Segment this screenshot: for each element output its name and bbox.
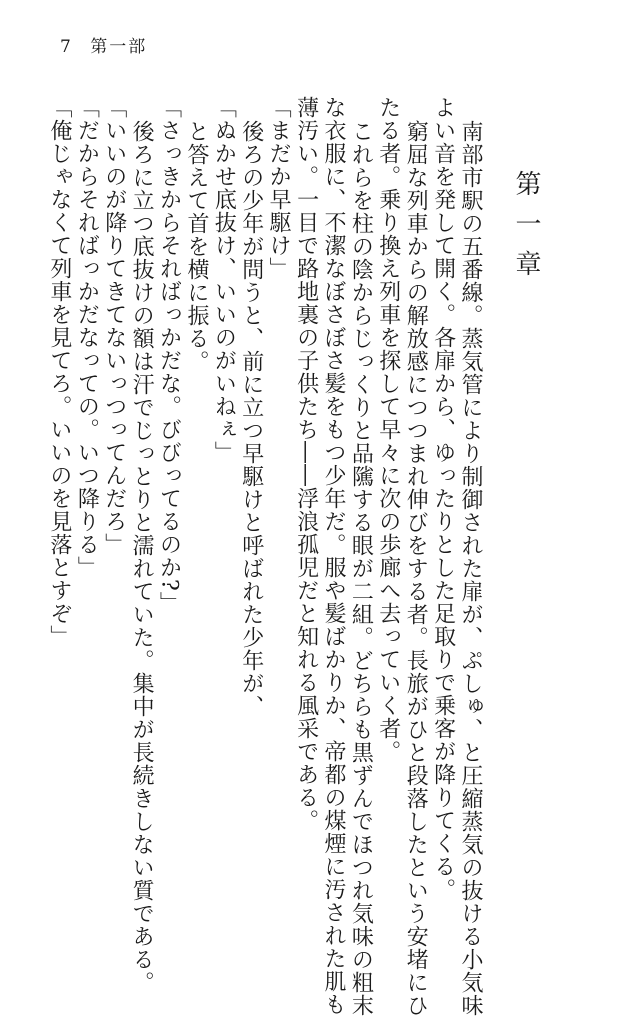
dialogue-line: 「さっきからそればっかだな。びびってるのか?」	[156, 96, 182, 615]
dialogue-line: 「俺じゃなくて列車を見てろ。いいのを見落とすぞ」	[46, 96, 72, 648]
text-line: 後ろの少年が問うと、前に立つ早駆けと呼ばれた少年が、	[238, 120, 264, 718]
text-line: これらを柱の陰からじっくりと品隲する眼が二組。どちらも黒ずんでほつれ気味の粗末	[348, 120, 374, 1017]
dialogue-line: 「ぬかせ底抜け、いいのがいねぇ」	[211, 96, 237, 464]
chapter-title: 第一章	[511, 170, 541, 290]
page-header	[60, 32, 147, 57]
page-number: 7	[60, 37, 73, 57]
dialogue-line: 「いいのが降りてきてないっつってんだろ」	[101, 96, 127, 556]
body-text	[46, 96, 484, 1017]
text-line: と答えて首を横に振る。	[183, 120, 209, 373]
text-line: たる者。乗り換え列車を探して早々に次の歩廊へ去っていく者。	[375, 96, 401, 763]
text-line: よい音を発して開く。各扉から、ゆったりとした足取りで乗客が降りてくる。	[430, 96, 456, 901]
dialogue-line: 「まだか早駆け」	[266, 96, 292, 280]
running-title: 第一部	[90, 37, 148, 57]
text-line: 窮屈な列車からの解放感につつまれ伸びをする者。長旅がひと段落したという安堵にひ	[403, 120, 429, 1017]
dialogue-line: 「だからそればっかだなっての。いつ降りる」	[74, 96, 100, 579]
text-line: な衣服に、不潔なぼさぼさ髪をもつ少年だ。服や髪ばかりか、帝都の煤煙に汚された肌も	[320, 96, 346, 1016]
text-line: 後ろに立つ底抜けの額は汗でじっとりと濡れていた。集中が長続きしない質である。	[129, 120, 155, 994]
text-line: 南部市駅の五番線。蒸気管により制御された扉が、ぷしゅ、と圧縮蒸気の抜ける小気味	[458, 120, 483, 1017]
text-line: 薄汚い。一目で路地裏の子供たち――浮浪孤児だと知れる風采である。	[293, 96, 319, 832]
